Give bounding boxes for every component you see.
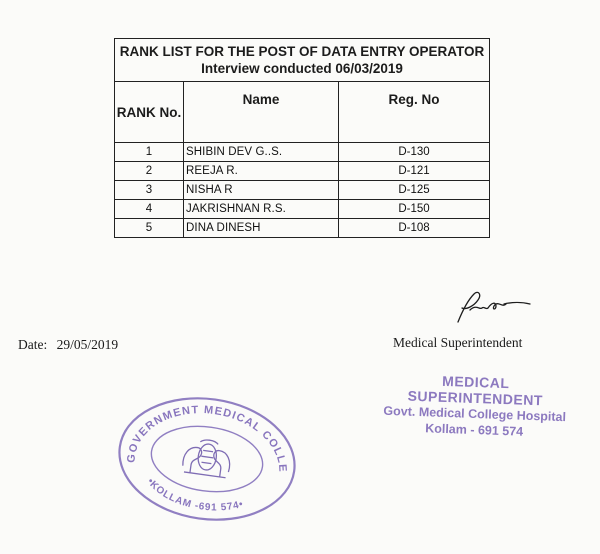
office-stamp-line-3: Kollam - 691 574 — [424, 421, 524, 439]
name-cell: REEJA R. — [184, 162, 339, 181]
reg-cell: D-121 — [339, 162, 490, 181]
signature-graphic — [452, 288, 532, 328]
office-stamp — [379, 371, 571, 442]
table-title-line-2: Interview conducted 06/03/2019 — [201, 61, 403, 76]
name-cell: SHIBIN DEV G..S. — [184, 143, 339, 162]
reg-column-header: Reg. No — [339, 82, 490, 143]
date-value: 29/05/2019 — [56, 337, 119, 352]
table-row — [115, 219, 490, 238]
signatory-title: Medical Superintendent — [393, 335, 523, 350]
date-line — [18, 337, 118, 353]
name-column-header: Name — [184, 82, 339, 143]
table-header-row — [115, 82, 490, 143]
svg-text:•KOLLAM -691 574• — [142, 475, 248, 518]
table-row — [115, 162, 490, 181]
table-title — [115, 39, 490, 82]
name-cell: DINA DINESH — [184, 219, 339, 238]
hospital-seal — [114, 395, 300, 523]
emblem-icon — [182, 437, 233, 478]
rank-cell: 1 — [115, 143, 184, 162]
office-stamp-line-2: Govt. Medical College Hospital — [383, 403, 567, 425]
rank-cell: 4 — [115, 200, 184, 219]
date-label: Date: — [18, 337, 48, 352]
seal-top-text: GOVERNMENT MEDICAL COLLEGE — [125, 404, 289, 474]
name-cell: JAKRISHNAN R.S. — [184, 200, 339, 219]
reg-cell: D-130 — [339, 143, 490, 162]
table-title-line-1: RANK LIST FOR THE POST OF DATA ENTRY OPERATOR — [119, 44, 485, 59]
reg-cell: D-150 — [339, 200, 490, 219]
table-row — [115, 181, 490, 200]
rank-cell: 3 — [115, 181, 184, 200]
table-row — [115, 200, 490, 219]
rank-cell: 2 — [115, 162, 184, 181]
reg-cell: D-125 — [339, 181, 490, 200]
rank-list-table — [114, 38, 490, 238]
rank-column-header: RANK No. — [115, 82, 184, 143]
table-row — [115, 143, 490, 162]
rank-cell: 5 — [115, 219, 184, 238]
name-cell: NISHA R — [184, 181, 339, 200]
office-stamp-line-1: MEDICAL SUPERINTENDENT — [407, 372, 544, 409]
reg-cell: D-108 — [339, 219, 490, 238]
seal-bottom-text: •KOLLAM -691 574• — [144, 476, 245, 514]
